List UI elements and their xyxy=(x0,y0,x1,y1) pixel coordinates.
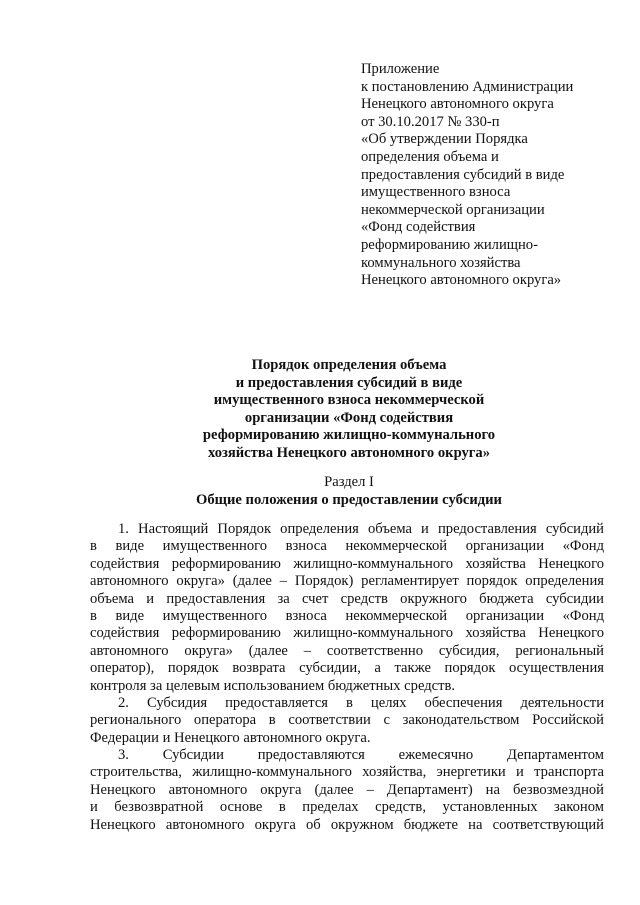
paragraph-1-line: содействия реформированию жилищно-коммунального хозяйства Ненецкого xyxy=(90,625,604,642)
paragraph-1-line: в виде имущественного взноса некоммерческой организации «Фонд xyxy=(90,607,604,624)
title-line: Порядок определения объема xyxy=(251,357,447,373)
title-line: реформированию жилищно-коммунального xyxy=(202,427,496,444)
appendix-line: Ненецкого автономного округа xyxy=(361,96,554,113)
paragraph-3-line: Ненецкого автономного округа об окружном бюджете на соответствующий xyxy=(90,816,604,833)
appendix-line: «Об утверждении Порядка xyxy=(361,131,528,148)
paragraph-1-line: объема и предоставления за счет средств окружного бюджета субсидии xyxy=(90,590,604,607)
body-text xyxy=(90,521,604,834)
paragraph-1-line: 1. Настоящий Порядок определения объема и предоставления субсидий xyxy=(118,521,604,537)
paragraph-1-line: автономного округа» (далее – соответственно субсидия, региональный xyxy=(90,642,604,659)
paragraph-3-line: Ненецкого автономного округа (далее – Департамент) на безвозмездной xyxy=(90,781,604,798)
appendix-line: предоставления субсидий в виде xyxy=(361,166,565,183)
appendix-line: от 30.10.2017 № 330-п xyxy=(361,113,500,130)
title-line: хозяйства Ненецкого автономного округа» xyxy=(207,444,491,461)
paragraph-1-line: в виде имущественного взноса некоммерческой организации «Фонд xyxy=(90,538,604,555)
section-number: Раздел I xyxy=(324,474,374,490)
appendix-line: определения объема и xyxy=(361,148,499,165)
paragraph-3-line: и безвозвратной основе в пределах средств, установленных законом xyxy=(90,799,604,816)
paragraph-1-line: оператор), порядок возврата субсидии, а также порядок осуществления xyxy=(90,660,604,677)
appendix-line: коммунального хозяйства xyxy=(361,254,521,271)
appendix-line: Ненецкого автономного округа» xyxy=(361,272,562,289)
paragraph-2-line: регионального оператора в соответствии с законодательством Российской xyxy=(90,712,604,729)
paragraph-1-line: контроля за целевым использованием бюджетных средств. xyxy=(90,677,456,694)
section-heading: Общие положения о предоставлении субсидии xyxy=(196,492,502,508)
paragraph-3-line: 3. Субсидии предоставляются ежемесячно Департаментом xyxy=(118,747,604,764)
appendix-line: реформированию жилищно- xyxy=(361,236,538,253)
appendix-line: имущественного взноса xyxy=(361,184,511,201)
appendix-line: «Фонд содействия xyxy=(361,219,476,236)
appendix-block xyxy=(361,61,626,290)
paragraph-3-line: строительства, жилищно-коммунального хозяйства, энергетики и транспорта xyxy=(90,764,604,781)
paragraph-2-line: 2. Субсидия предоставляется в целях обеспечения деятельности xyxy=(118,694,604,711)
appendix-line: некоммерческой организации xyxy=(361,201,545,218)
paragraph-1-line: автономного округа» (далее – Порядок) регламентирует порядок определения xyxy=(90,573,604,590)
document-title xyxy=(130,357,568,463)
title-line: и предоставления субсидий в виде xyxy=(235,374,463,391)
appendix-line: к постановлению Администрации xyxy=(361,78,574,95)
paragraph-2-line: Федерации и Ненецкого автономного округа. xyxy=(90,729,371,746)
appendix-line: Приложение xyxy=(361,61,440,77)
title-line: организации «Фонд содействия xyxy=(244,409,454,426)
paragraph-1-line: содействия реформированию жилищно-коммунального хозяйства Ненецкого xyxy=(90,555,604,572)
title-line: имущественного взноса некоммерческой xyxy=(213,392,485,409)
